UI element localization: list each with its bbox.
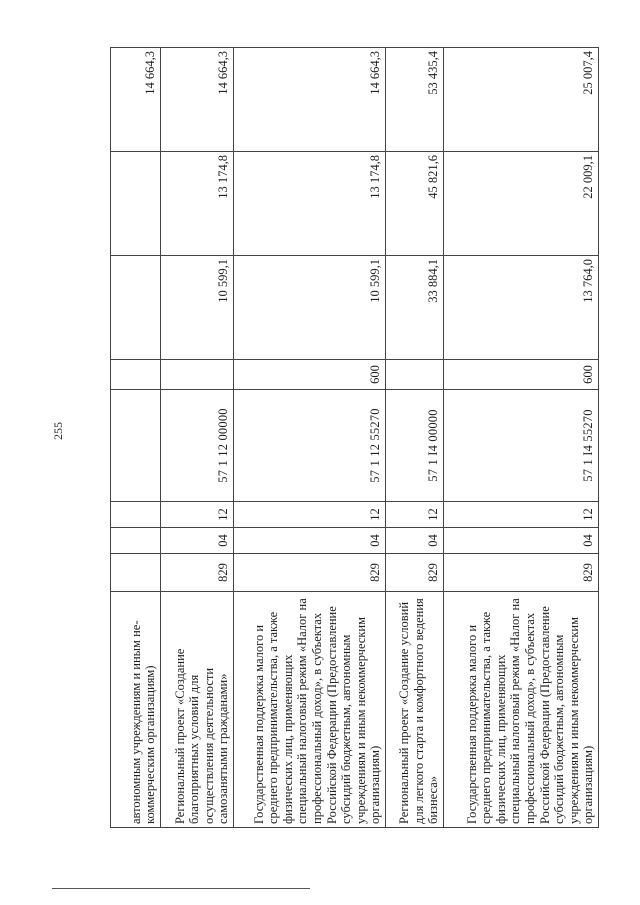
amount-cell: 13 764,0 (444, 256, 599, 360)
amount-cell: 13 174,8 (161, 152, 234, 256)
amount-cell: 14 664,3 (234, 48, 386, 152)
description-cell: Государственная поддержка малого и среднего предпринимательства, а также физических лиц, применяющих специальный налоговый режим «Налог на профессиональный доход», в субъектах Российской Федерации (Предоставление субсидий бюджетным, автономным учреждениям и иным некоммерческим организациям) (444, 592, 599, 828)
amount-cell: 45 821,6 (386, 152, 444, 256)
ministry-code-cell: 829 (444, 554, 599, 592)
target-article-cell (111, 390, 161, 502)
table-row (111, 48, 161, 828)
amount-cell: 22 009,1 (444, 152, 599, 256)
amount-cell: 14 664,3 (161, 48, 234, 152)
expense-type-cell: 600 (444, 360, 599, 390)
target-article-cell: 57 1 12 55270 (234, 390, 386, 502)
rotated-table-wrapper (110, 48, 598, 828)
description-cell: Государственная поддержка малого и среднего предпринимательства, а также физических лиц, применяющих специальный налоговый режим «Налог на профессиональный доход», в субъектах Российской Федерации (Предоставление субсидий бюджетным, автономным учреждениям и иным некоммерческим организациям) (234, 592, 386, 828)
description-cell: Региональный проект «Создание благоприятных условий для осуществления деятельности самозанятыми гражданами» (161, 592, 234, 828)
section-code-cell (111, 528, 161, 554)
ministry-code-cell: 829 (386, 554, 444, 592)
target-article-cell: 57 1 I4 00000 (386, 390, 444, 502)
section-code-cell: 04 (386, 528, 444, 554)
table-row (444, 48, 599, 828)
section-code-cell: 04 (234, 528, 386, 554)
description-cell: автономным учреждениям и иным не-коммерческим организациям) (111, 592, 161, 828)
section-code-cell: 04 (444, 528, 599, 554)
expense-type-cell: 600 (234, 360, 386, 390)
amount-cell (111, 152, 161, 256)
subsection-code-cell: 12 (444, 502, 599, 528)
expense-type-cell (386, 360, 444, 390)
amount-cell: 10 599,1 (234, 256, 386, 360)
budget-table (110, 47, 599, 828)
expense-type-cell (111, 360, 161, 390)
ministry-code-cell (111, 554, 161, 592)
table-row (386, 48, 444, 828)
table-body (111, 48, 599, 828)
subsection-code-cell: 12 (161, 502, 234, 528)
subsection-code-cell (111, 502, 161, 528)
subsection-code-cell: 12 (386, 502, 444, 528)
subsection-code-cell: 12 (234, 502, 386, 528)
target-article-cell: 57 1 12 00000 (161, 390, 234, 502)
description-cell: Региональный проект «Создание условий для легкого старта и комфортного ведения бизнеса» (386, 592, 444, 828)
amount-cell: 25 007,4 (444, 48, 599, 152)
amount-cell: 13 174,8 (234, 152, 386, 256)
table-row (234, 48, 386, 828)
table-row (161, 48, 234, 828)
page-number: 255 (51, 422, 65, 440)
amount-cell: 53 435,4 (386, 48, 444, 152)
footnote-rule (52, 888, 310, 889)
amount-cell: 33 884,1 (386, 256, 444, 360)
amount-cell: 10 599,1 (161, 256, 234, 360)
expense-type-cell (161, 360, 234, 390)
ministry-code-cell: 829 (161, 554, 234, 592)
amount-cell (111, 256, 161, 360)
amount-cell: 14 664,3 (111, 48, 161, 152)
section-code-cell: 04 (161, 528, 234, 554)
target-article-cell: 57 1 I4 55270 (444, 390, 599, 502)
ministry-code-cell: 829 (234, 554, 386, 592)
